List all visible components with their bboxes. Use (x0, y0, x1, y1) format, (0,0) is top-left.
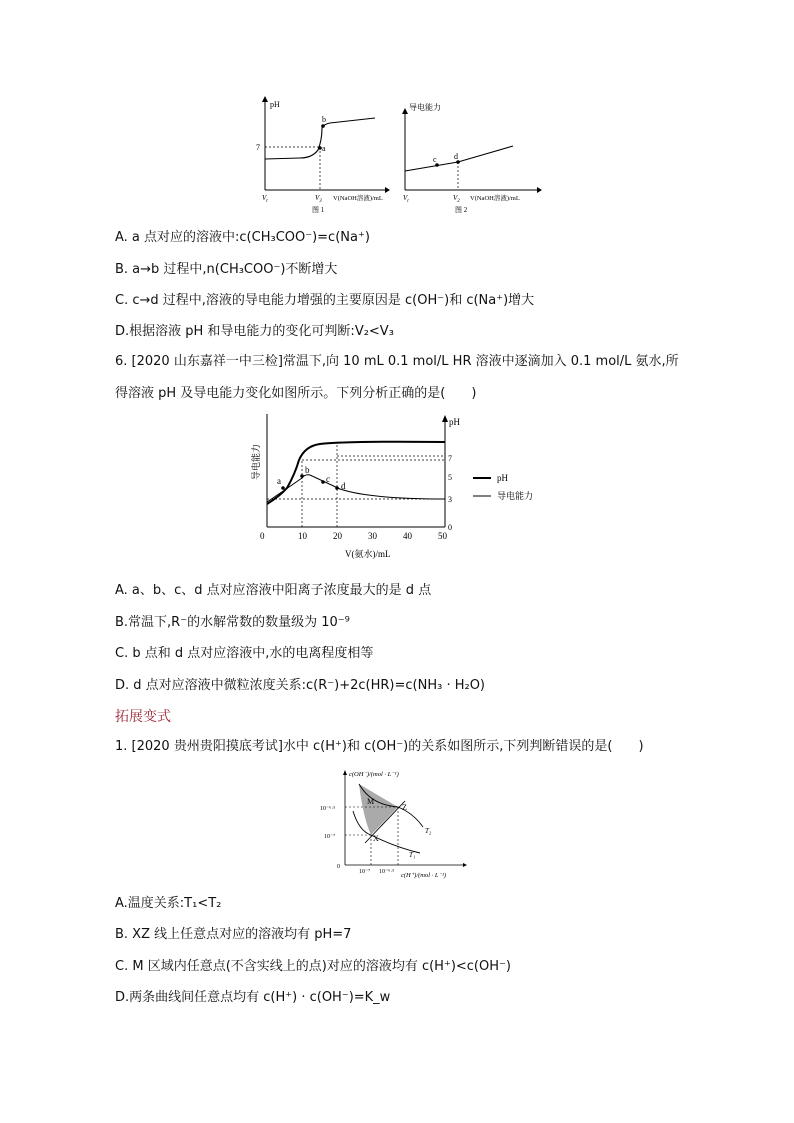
fig3-point-a: a (277, 476, 281, 486)
q6-stem: 6. [2020 山东嘉祥一中三检]常温下,向 10 mL 0.1 mol/L HR 溶液中逐滴加入 0.1 mol/L 氨水,所得溶液 pH 及导电能力变化如图所示。下列分析正确的是( ) (115, 354, 679, 401)
fig2-x-label: V(NaOH溶液)/mL (470, 195, 520, 202)
q5-option-d: D.根据溶液 pH 和导电能力的变化可判断:V₂<V₃ (115, 324, 394, 339)
q5-option-a: A. a 点对应的溶液中:c(CH₃COO⁻)=c(Na⁺) (115, 230, 370, 245)
fig2-v2-label: $V_2$ (453, 194, 460, 204)
figure-4-kw-curves (315, 765, 475, 880)
fig4-point-x: X (373, 834, 379, 843)
fig3-point-b: b (305, 465, 310, 475)
fig1-tick-7: 7 (256, 143, 260, 152)
fig3-x-tick-20: 20 (333, 531, 342, 541)
fig1-point-a: a (322, 144, 326, 153)
fig3-legend-ph: pH (497, 473, 508, 483)
fig3-point-c: c (326, 474, 330, 484)
figure-1-ph-curve (250, 92, 390, 217)
fig1-caption: 图 1 (312, 206, 325, 214)
q6-option-c: C. b 点和 d 点对应溶液中,水的电离程度相等 (115, 646, 374, 661)
q1-stem: 1. [2020 贵州贵阳摸底考试]水中 c(H⁺)和 c(OH⁻)的关系如图所示,下列判断错误的是( ) (115, 739, 644, 754)
fig4-x-tick-7: 10⁻⁷ (359, 869, 371, 875)
fig3-x-tick-10: 10 (298, 531, 307, 541)
fig1-v3-label: $V_3$ (315, 194, 322, 204)
q1-option-b: B. XZ 线上任意点对应的溶液均有 pH=7 (115, 927, 352, 942)
fig3-tick-0: 0 (448, 523, 452, 532)
fig3-x-tick-50: 50 (438, 531, 447, 541)
fig3-tick-5: 5 (448, 473, 452, 482)
fig3-right-axis-label: pH (449, 417, 460, 427)
fig2-caption: 图 2 (455, 206, 468, 214)
fig2-point-d: d (454, 152, 458, 161)
fig3-x-tick-40: 40 (403, 531, 412, 541)
fig3-tick-3: 3 (448, 495, 452, 504)
figure-2-conductivity-curve (395, 100, 543, 218)
fig4-curve-t2: T₂ (425, 827, 432, 835)
fig3-legend-conductivity: 导电能力 (497, 491, 534, 501)
fig4-region-m: M (367, 797, 375, 806)
fig1-vt-label: $V_t$ (262, 194, 268, 204)
q6-option-b: B.常温下,R⁻的水解常数的数量级为 10⁻⁹ (115, 615, 350, 630)
fig3-x-tick-30: 30 (368, 531, 377, 541)
fig3-x-label: V(氨水)/mL (345, 549, 391, 559)
q5-option-b: B. a→b 过程中,n(CH₃COO⁻)不断增大 (115, 262, 338, 277)
fig4-x-label: c(H⁺)/(mol · L⁻¹) (401, 872, 447, 879)
fig3-point-d: d (341, 481, 346, 491)
fig4-y-tick-65: 10⁻⁶·⁵ (320, 806, 336, 812)
fig1-x-label: V(NaOH溶液)/mL (333, 195, 383, 202)
fig4-y-tick-7: 10⁻⁷ (324, 834, 336, 840)
fig2-y-label: 导电能力 (409, 103, 441, 112)
figure-3-ph-conductivity (245, 412, 545, 567)
fig2-point-c: c (433, 155, 437, 164)
fig3-tick-7: 7 (448, 454, 452, 463)
q1-option-a: A.温度关系:T₁<T₂ (115, 896, 222, 911)
fig1-point-b: b (322, 115, 326, 124)
fig4-curve-t1: T₁ (409, 851, 416, 859)
fig4-origin: 0 (337, 864, 340, 870)
fig2-vt-label: $V_t$ (403, 194, 409, 204)
fig4-y-label: c(OH⁻)/(mol · L⁻¹) (349, 771, 399, 778)
q5-option-c: C. c→d 过程中,溶液的导电能力增强的主要原因是 c(OH⁻)和 c(Na⁺)增大 (115, 293, 535, 308)
q6-option-d: D. d 点对应溶液中微粒浓度关系:c(R⁻)+2c(HR)=c(NH₃ · H₂O) (115, 678, 485, 693)
q1-option-c: C. M 区域内任意点(不含实线上的点)对应的溶液均有 c(H⁺)<c(OH⁻) (115, 959, 511, 974)
fig4-point-z: Z (402, 803, 407, 812)
fig3-x-tick-0: 0 (260, 531, 265, 541)
fig4-x-tick-65: 10⁻⁶·⁵ (379, 869, 395, 875)
q6-option-a: A. a、b、c、d 点对应溶液中阳离子浓度最大的是 d 点 (115, 583, 432, 598)
section-title: 拓展变式 (115, 709, 171, 725)
fig3-left-axis-label: 导电能力 (251, 443, 261, 480)
q1-option-d: D.两条曲线间任意点均有 c(H⁺) · c(OH⁻)=K_w (115, 990, 391, 1005)
fig1-y-label: pH (270, 100, 280, 109)
